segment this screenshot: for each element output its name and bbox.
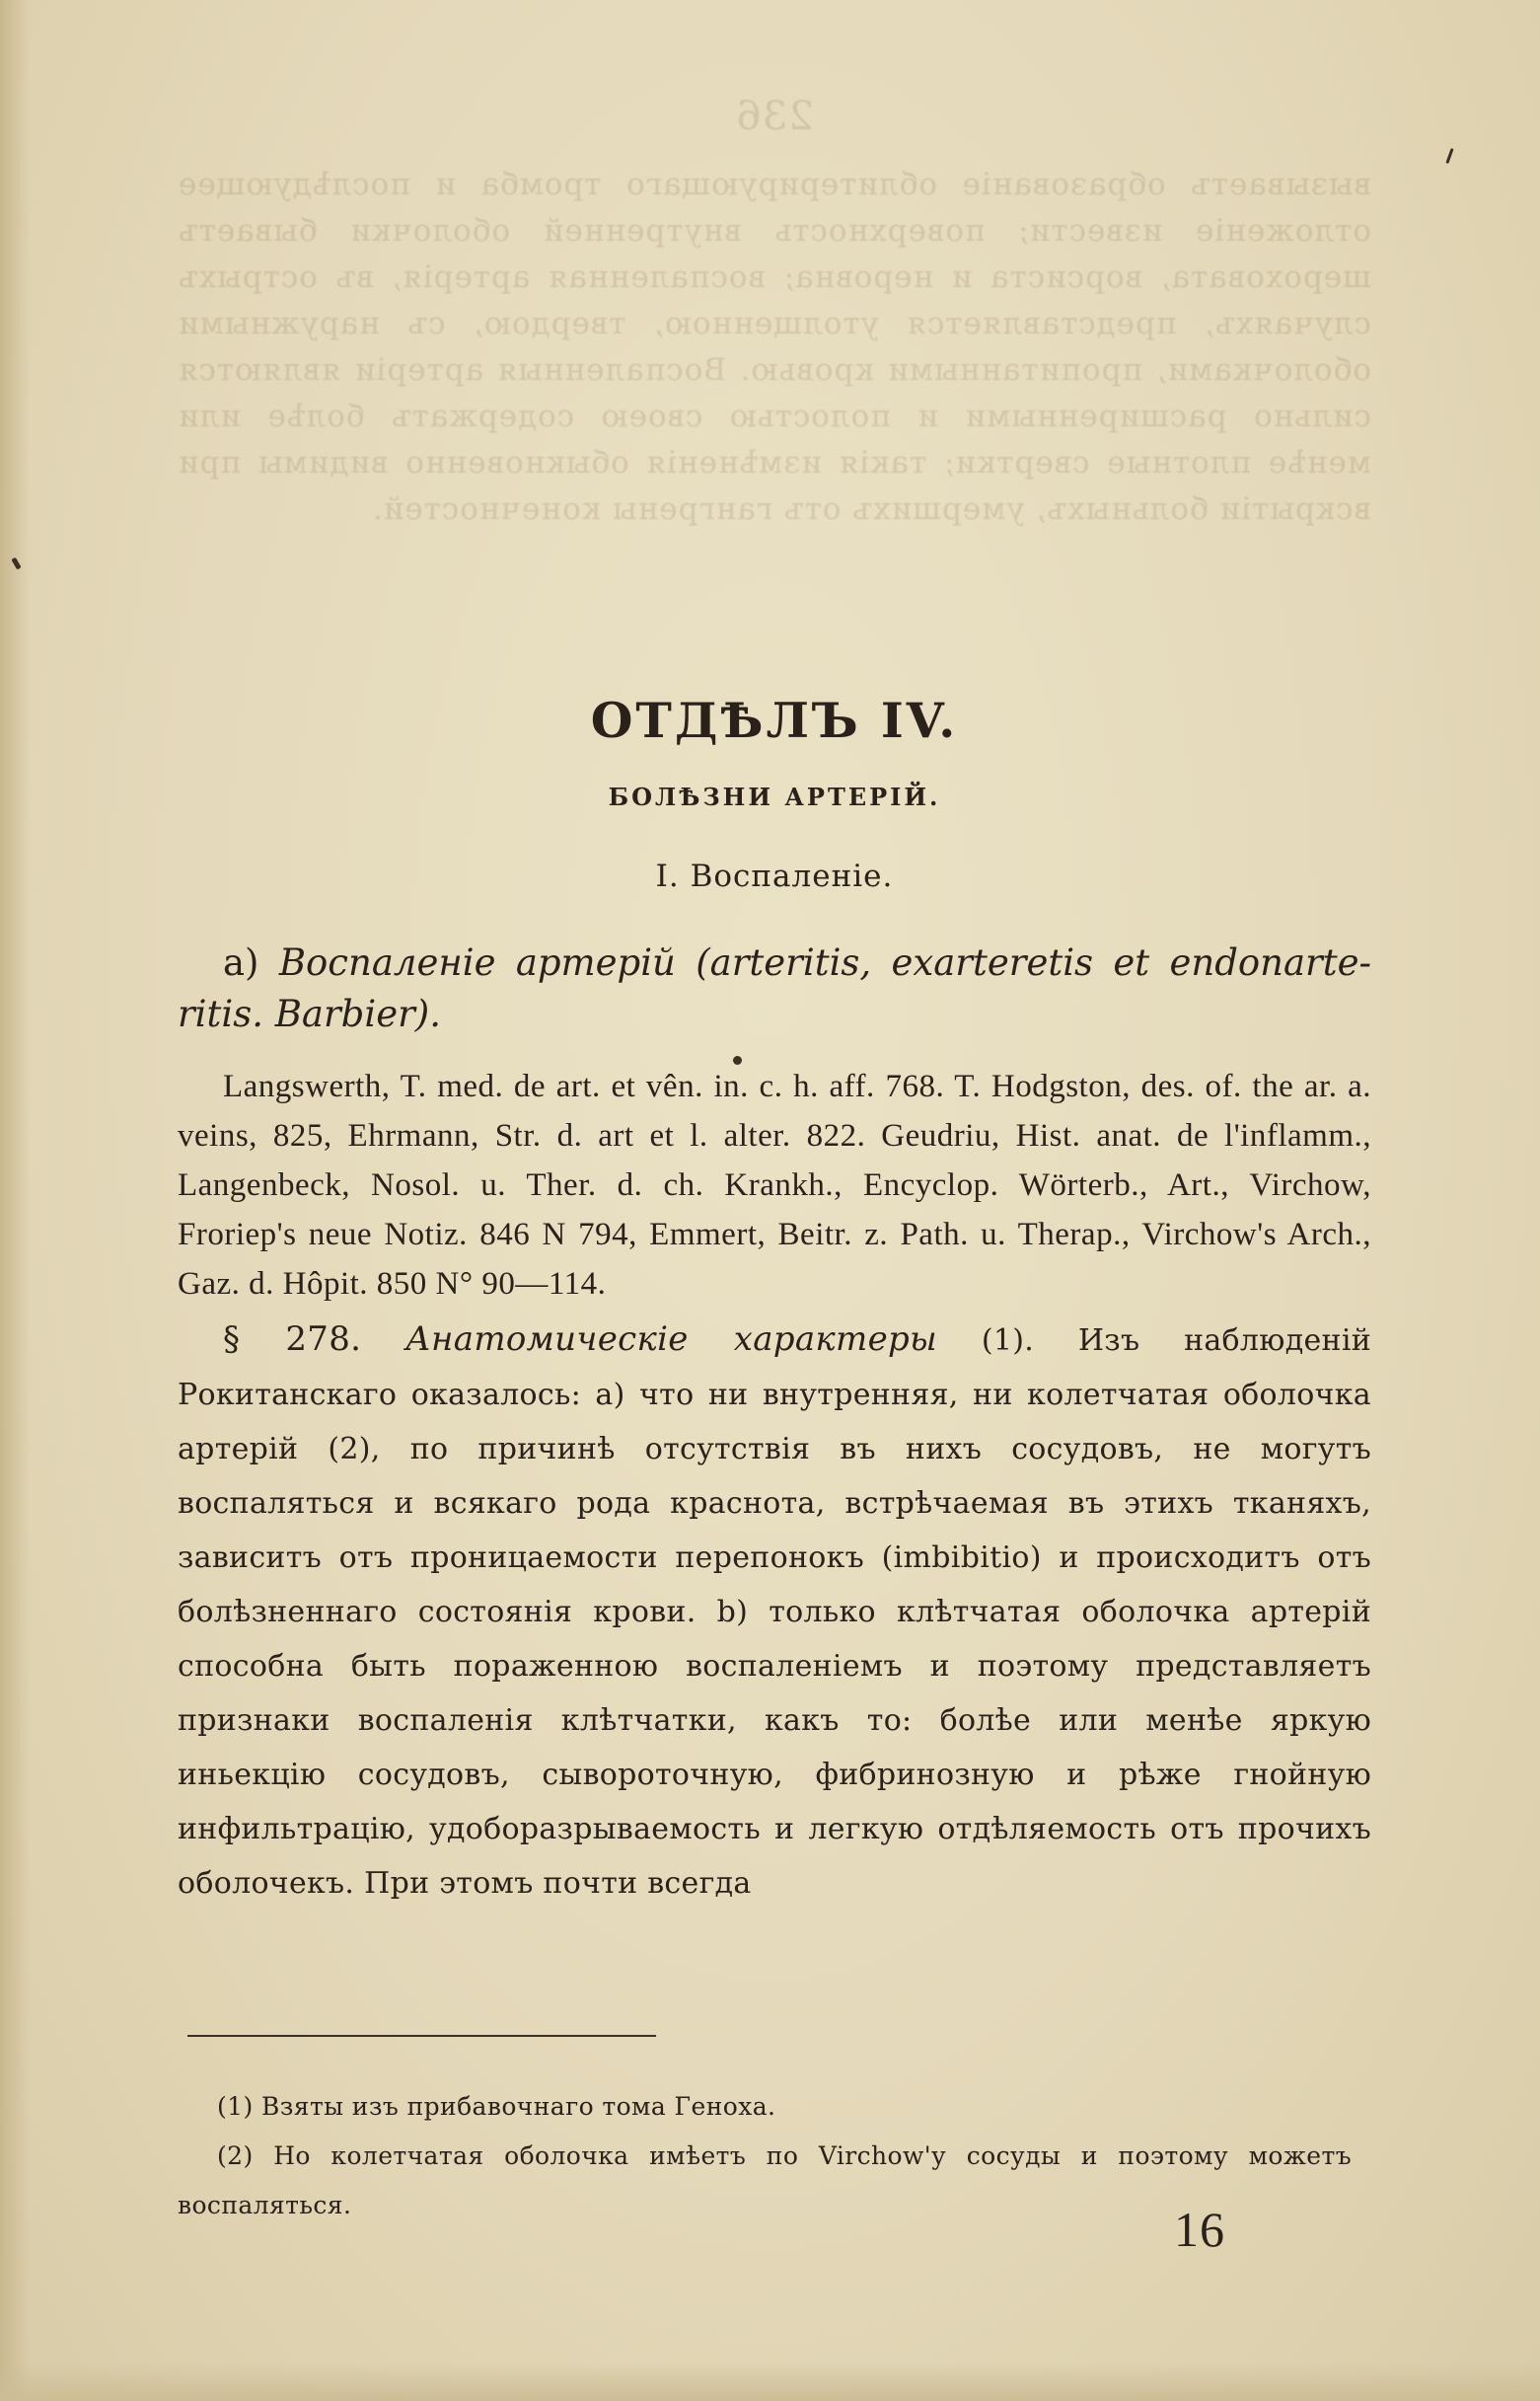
bleed-through-paragraph: вызываетъ образованіе облитерирующаго тромба и послѣдующее отложеніе извести; поверхность внутренней оболочки бываетъ шероховата, ворсиста и неровна; воспаленная артерія, въ острыхъ случаяхъ, представляется утолщенною, твердою, съ наружными оболочками, пропитанными кровью. Воспаленныя артеріи являются сильно расширенными и полостью своею содержатъ болѣе или менѣе плотные свертки; такія измѣненія обыкновенно видимы при вскрытіи больныхъ, умершихъ отъ гангрены конечностей. [178,167,1371,527]
heading-latin: (arteritis, exarteretis et endonarte-ritis. Barbier). [178,941,1372,1035]
footnote-1: (1) Взяты изъ прибавочнаго тома Геноха. [217,2092,776,2121]
page-edge-shadow-left [0,0,30,2401]
main-content [178,681,1371,1911]
paragraph-278 [178,1313,1371,1911]
bleed-through-number: 236 [735,94,814,139]
bleed-through-text [178,94,1371,533]
paragraph-title: Анатомическіе характеры [405,1319,938,1359]
page-edge-shadow-bottom [0,2362,1540,2401]
section-title: ОТДѢЛЪ IV. [590,692,959,749]
heading-marker: а) [223,941,259,984]
ink-speck [733,1056,742,1065]
section-mark: § 278. [223,1319,362,1359]
page-number: 16 [1174,2202,1225,2257]
bibliography-references: Langswerth, T. med. de art. et vên. in. c. h. aff. 768. T. Hodgston, des. of. the ar. a. veins, 825, Ehrmann, Str. d. art et l. alter. 822. Geudriu, Hist. anat. de l'inflamm., Langenbeck, Nosol. u. Ther. d. ch. Krankh., Encyclop. Wörterb., Art., Virchow, Froriep's neue Notiz. 846 N 794, Emmert, Beitr. z. Path. u. Therap., Virchow's Arch., Gaz. d. Hôpit. 850 N° 90—114. [178,1069,1371,1302]
footnote-2: (2) Но колетчатая оболочка имѣетъ по Virchow'у сосуды и поэтому можетъ воспаляться. [178,2141,1352,2219]
heading-arteritis [178,938,1371,1040]
paragraph-text: (1). Изъ наблюденій Рокитанскаго оказалось: а) что ни внутренняя, ни колетчатая оболочка артерій (2), по причинѣ отсутствія въ нихъ сосудовъ, не могутъ воспаляться и всякаго рода краснота, встрѣчаемая въ этихъ тканяхъ, зависитъ отъ проницаемости перепонокъ (imbibitio) и происходитъ отъ болѣзненнаго состоянія крови. b) только клѣтчатая оболочка артерій способна быть пораженною воспаленіемъ и поэтому представляетъ признаки воспаленія клѣтчатки, какъ то: болѣе или менѣе яркую иньекцію сосудовъ, сывороточную, фибринозную и рѣже гнойную инфильтрацію, удоборазрываемость и легкую отдѣляемость отъ прочихъ оболочекъ. При этомъ почти всегда [178,1323,1372,1901]
subsection-title: I. Воспаленіе. [655,859,894,894]
footnote-divider [187,2035,656,2037]
section-subtitle: БОЛѢЗНИ АРТЕРІЙ. [608,783,941,811]
ink-speck [1445,148,1453,164]
heading-title: Воспаленіе артерій [278,941,676,984]
